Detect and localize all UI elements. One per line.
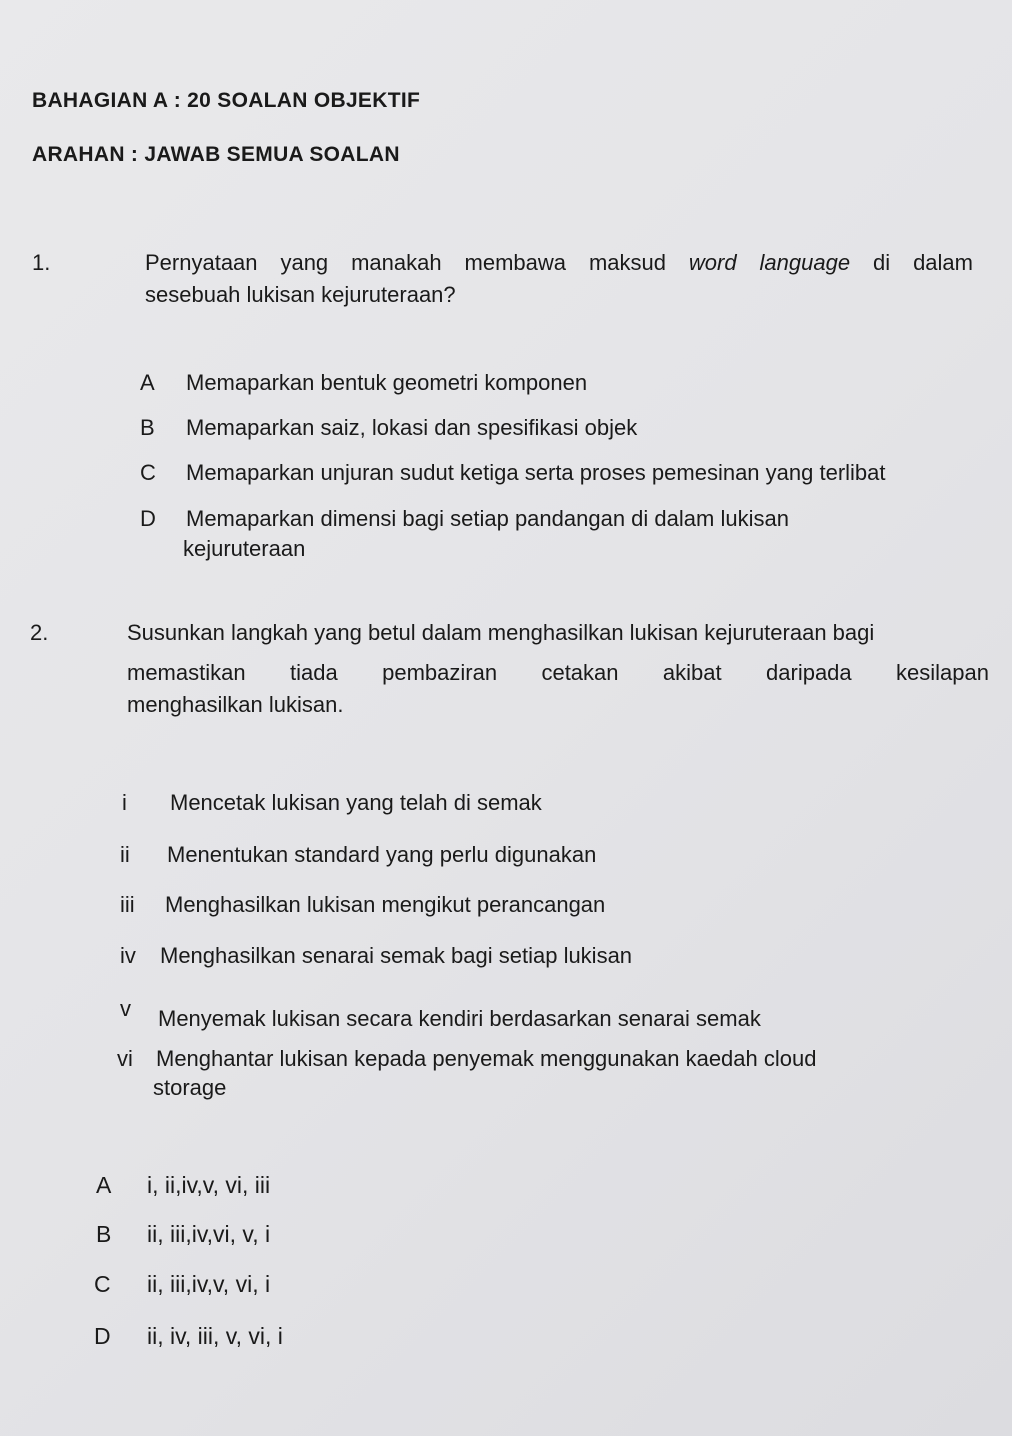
q2-item-iv-num: iv xyxy=(120,943,136,968)
q1-option-b-letter: B xyxy=(140,415,155,440)
q2-option-b-letter: B xyxy=(96,1221,112,1247)
q1-option-d-letter: D xyxy=(140,506,156,531)
q1-option-c-letter: C xyxy=(140,460,156,485)
q2-item-ii-text: Menentukan standard yang perlu digunakan xyxy=(167,842,597,867)
question-1-text-line2: sesebuah lukisan kejuruteraan? xyxy=(145,282,456,307)
question-1-number: 1. xyxy=(32,250,51,275)
q1-option-a-letter: A xyxy=(140,370,155,395)
q1-option-a-text: Memaparkan bentuk geometri komponen xyxy=(186,370,588,395)
question-2-text-line2: memastikan tiada pembaziran cetakan akibat daripada kesilapan xyxy=(127,660,989,685)
q1-text-before: Pernyataan yang manakah membawa maksud xyxy=(145,250,689,275)
q2-item-vi-text-line2: storage xyxy=(153,1075,227,1100)
instruction-heading: ARAHAN : JAWAB SEMUA SOALAN xyxy=(32,143,400,166)
q1-option-d-text: Memaparkan dimensi bagi setiap pandangan di dalam lukisan xyxy=(186,506,789,531)
q2-option-d-text: ii, iv, iii, v, vi, i xyxy=(147,1323,283,1349)
q2-item-vi-num: vi xyxy=(117,1046,133,1071)
q2-option-b-text: ii, iii,iv,vi, v, i xyxy=(147,1221,271,1247)
question-2-number: 2. xyxy=(30,620,49,645)
q2-item-i-text: Mencetak lukisan yang telah di semak xyxy=(170,790,542,815)
q2-option-a-letter: A xyxy=(96,1172,112,1198)
q2-item-ii-num: ii xyxy=(120,842,130,867)
q2-item-v-text: Menyemak lukisan secara kendiri berdasarkan senarai semak xyxy=(158,1006,761,1031)
q2-option-c-text: ii, iii,iv,v, vi, i xyxy=(147,1271,271,1297)
q2-item-vi-text: Menghantar lukisan kepada penyemak menggunakan kaedah cloud xyxy=(156,1046,817,1071)
q1-option-c-text: Memaparkan unjuran sudut ketiga serta proses pemesinan yang terlibat xyxy=(186,460,886,485)
q2-item-iv-text: Menghasilkan senarai semak bagi setiap lukisan xyxy=(160,943,633,968)
question-1-text xyxy=(145,250,973,276)
q2-item-i-num: i xyxy=(122,790,127,815)
q1-option-d-text-line2: kejuruteraan xyxy=(183,536,306,561)
q2-option-a-text: i, ii,iv,v, vi, iii xyxy=(147,1172,271,1198)
q2-item-v-num: v xyxy=(120,996,131,1021)
question-2-text-line1: Susunkan langkah yang betul dalam menghasilkan lukisan kejuruteraan bagi xyxy=(127,620,875,645)
q1-text-after: di dalam xyxy=(850,250,973,275)
q2-item-iii-text: Menghasilkan lukisan mengikut perancangan xyxy=(165,892,606,917)
q1-text-italic: word language xyxy=(688,250,851,275)
q2-option-c-letter: C xyxy=(94,1271,111,1297)
q1-option-b-text: Memaparkan saiz, lokasi dan spesifikasi objek xyxy=(186,415,638,440)
section-heading: BAHAGIAN A : 20 SOALAN OBJEKTIF xyxy=(32,89,421,112)
q2-option-d-letter: D xyxy=(94,1323,111,1349)
q2-item-iii-num: iii xyxy=(120,892,135,917)
question-2-text-line3: menghasilkan lukisan. xyxy=(127,692,344,717)
